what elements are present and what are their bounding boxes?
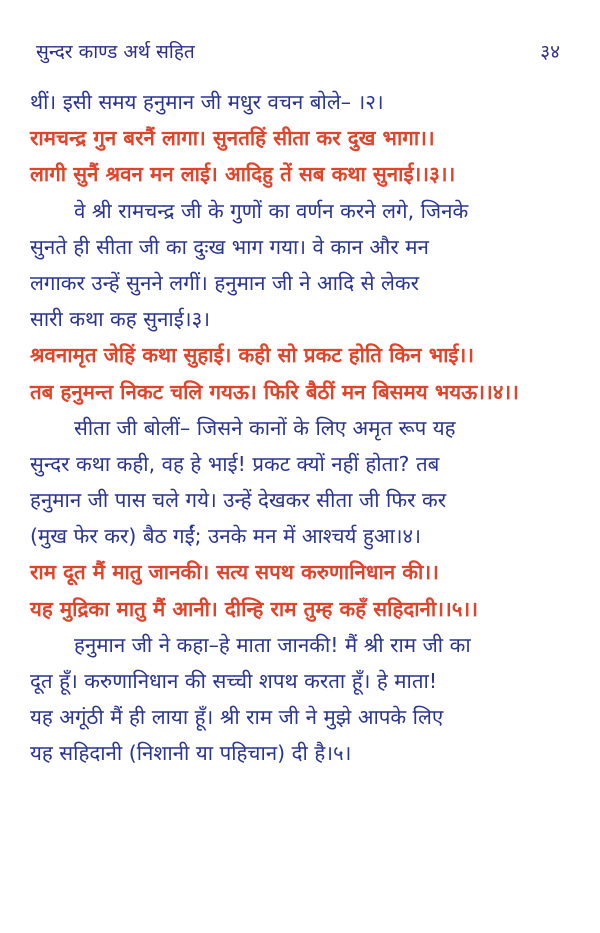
verse-line: यह मुद्रिका मातु मैं आनी। दीन्हि राम तुम्ह कहँ सहिदानी।।५।। <box>30 596 478 621</box>
text-line: लगाकर उन्हें सुनने लगीं। हनुमान जी ने आदि से लेकर <box>30 270 420 295</box>
book-title: सुन्दर काण्ड अर्थ सहित <box>36 41 195 63</box>
verse-line: राम दूत मैं मातु जानकी। सत्य सपथ करुणानिधान की।। <box>30 560 439 585</box>
text-line: थीं। इसी समय हनुमान जी मधुर वचन बोले– ।२। <box>30 90 384 114</box>
text-line: (मुख फेर कर) बैठ गईं; उनके मन में आश्चर्य हुआ।४। <box>30 524 421 549</box>
text-line: वे श्री रामचन्द्र जी के गुणों का वर्णन करने लगे, जिनके <box>74 198 469 223</box>
page-header <box>0 0 600 80</box>
page-number: ३४ <box>540 41 560 63</box>
page-body <box>30 84 586 772</box>
text-line: यह सहिदानी (निशानी या पहिचान) दी है।५। <box>30 741 352 766</box>
verse-line: लागी सुनैं श्रवन मन लाई। आदिहु तें सब कथा सुनाई।।३।। <box>30 162 456 187</box>
verse-line: तब हनुमन्त निकट चलि गयऊ। फिरि बैठीं मन बिसमय भयऊ।।४।। <box>30 379 519 404</box>
text-line: सुनते ही सीता जी का दुःख भाग गया। वे कान और मन <box>30 234 429 259</box>
verse-line: रामचन्द्र गुन बरनैं लागा। सुनतहिं सीता कर दुख भागा।। <box>30 126 435 151</box>
verse-line: श्रवनामृत जेहिं कथा सुहाई। कही सो प्रकट होति किन भाई।। <box>30 343 475 368</box>
text-line: सीता जी बोलीं– जिसने कानों के लिए अमृत रूप यह <box>74 415 456 440</box>
text-line: दूत हूँ। करुणानिधान की सच्ची शपथ करता हूँ। हे माता! <box>30 669 438 693</box>
text-line: सुन्दर कथा कही, वह हे भाई! प्रकट क्यों नहीं होता? तब <box>30 451 440 476</box>
text-line: हनुमान जी पास चले गये। उन्हें देखकर सीता जी फिर कर <box>30 488 447 513</box>
text-line: हनुमान जी ने कहा–हे माता जानकी! मैं श्री राम जी का <box>74 632 471 657</box>
text-line: यह अगूंठी मैं ही लाया हूँ। श्री राम जी ने मुझे आपके लिए <box>30 705 444 730</box>
text-line: सारी कथा कह सुनाई।३। <box>30 307 211 332</box>
